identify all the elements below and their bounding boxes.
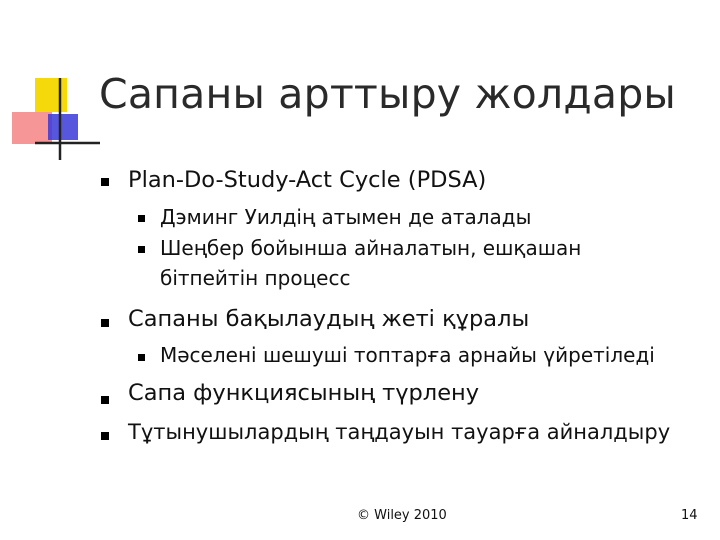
blue-square [48,114,78,140]
bullet-seven-tools: Сапаны бақылаудың жеті құралы [128,306,530,332]
bullet-deming: Дэминг Уилдің атымен де аталады [160,205,532,229]
bullet-marker [138,215,145,222]
bullet-customer: Тұтынушылардың таңдауын тауарға айналдыру [128,420,671,444]
footer-copyright: © Wiley 2010 [357,508,447,523]
bullet-marker [101,178,109,186]
yellow-square [35,78,67,112]
bullet-cycle: Шеңбер бойынша айналатын, ешқашан [160,236,582,260]
bullet-marker [138,354,145,361]
slide-title: Сапаны арттыру жолдары [99,70,676,118]
bullet-cycle-cont: бітпейтін процесс [160,266,351,290]
bullet-pdsa: Plan-Do-Study-Act Cycle (PDSA) [128,167,487,193]
corner-decoration [0,0,100,170]
red-square [12,112,52,144]
bullet-marker [138,246,145,253]
page-number: 14 [681,508,698,523]
bullet-marker [101,432,109,440]
bullet-quality-function: Сапа функциясының түрлену [128,380,480,406]
bullet-marker [101,396,109,404]
bullet-marker [101,319,109,327]
bullet-training: Мәселені шешуші топтарға арнайы үйретіледі [160,343,655,367]
